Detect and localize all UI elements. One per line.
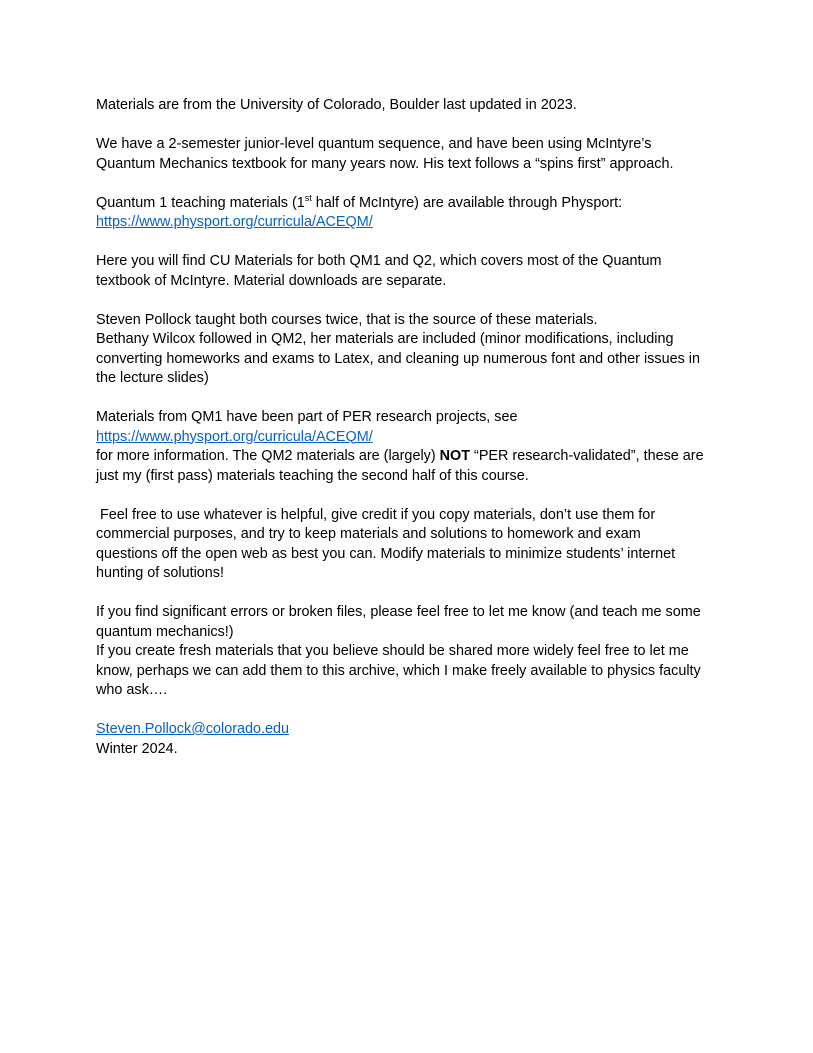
text-line: Quantum Mechanics textbook for many years now. His text follows a “spins first” approach. — [96, 155, 674, 172]
text-line: who ask…. — [96, 682, 168, 698]
physport-link[interactable]: https://www.physport.org/curricula/ACEQM/ — [96, 214, 373, 230]
paragraph-sequence — [96, 135, 721, 174]
document-page — [96, 96, 721, 759]
paragraph-feedback — [96, 603, 721, 701]
paragraph-source — [96, 96, 721, 116]
text-fragment: Quantum 1 teaching materials (1 — [96, 194, 305, 211]
text-line: textbook of McIntyre. Material downloads are separate. — [96, 272, 447, 289]
text-line — [96, 428, 721, 448]
date-text: Winter 2024. — [96, 740, 178, 757]
email-link[interactable]: Steven.Pollock@colorado.edu — [96, 721, 290, 737]
text-line: Bethany Wilcox followed in QM2, her materials are included (minor modifications, including — [96, 331, 674, 347]
text-line: hunting of solutions! — [96, 565, 225, 581]
paragraph-quantum1 — [96, 194, 721, 233]
text-line: Steven Pollock taught both courses twice, that is the source of these materials. — [96, 311, 598, 328]
text-line — [96, 720, 721, 740]
paragraph-cu-materials — [96, 252, 721, 291]
text-line: the lecture slides) — [96, 370, 209, 386]
text-fragment: half of McIntyre) are available through Physport: — [311, 194, 623, 211]
text-line: questions off the open web as best you can. Modify materials to minimize students’ internet — [96, 545, 676, 562]
paragraph-research — [96, 408, 721, 486]
text-line: If you create fresh materials that you believe should be shared more widely feel free to let me — [96, 643, 689, 659]
text-fragment: for more information. The QM2 materials are (largely) — [96, 448, 440, 464]
text-line: just my (first pass) materials teaching the second half of this course. — [96, 467, 529, 484]
text-line: Feel free to use whatever is helpful, give credit if you copy materials, don’t use them for — [96, 506, 656, 523]
paragraph-usage — [96, 506, 721, 584]
text-line: quantum mechanics!) — [96, 623, 234, 640]
text-line: Materials from QM1 have been part of PER research projects, see — [96, 409, 518, 425]
superscript: st — [304, 192, 312, 203]
text-line: commercial purposes, and try to keep materials and solutions to homework and exam — [96, 526, 641, 542]
text-line — [96, 213, 721, 233]
text-line: Materials are from the University of Colorado, Boulder last updated in 2023. — [96, 97, 577, 113]
text-line — [96, 194, 721, 214]
text-line: converting homeworks and exams to Latex, and cleaning up numerous font and other issues in — [96, 350, 700, 367]
text-line — [96, 447, 721, 467]
text-fragment: “PER research-validated”, these are — [470, 448, 704, 464]
text-line: know, perhaps we can add them to this archive, which I make freely available to physics faculty — [96, 662, 701, 679]
text-line: We have a 2-semester junior-level quantum sequence, and have been using McIntyre’s — [96, 136, 652, 152]
text-line: If you find significant errors or broken files, please feel free to let me know (and teach me some — [96, 604, 701, 620]
paragraph-signature — [96, 720, 721, 759]
physport-link[interactable]: https://www.physport.org/curricula/ACEQM/ — [96, 428, 373, 445]
bold-text: NOT — [439, 448, 471, 464]
paragraph-authors — [96, 311, 721, 389]
text-line: Here you will find CU Materials for both QM1 and Q2, which covers most of the Quantum — [96, 253, 662, 269]
